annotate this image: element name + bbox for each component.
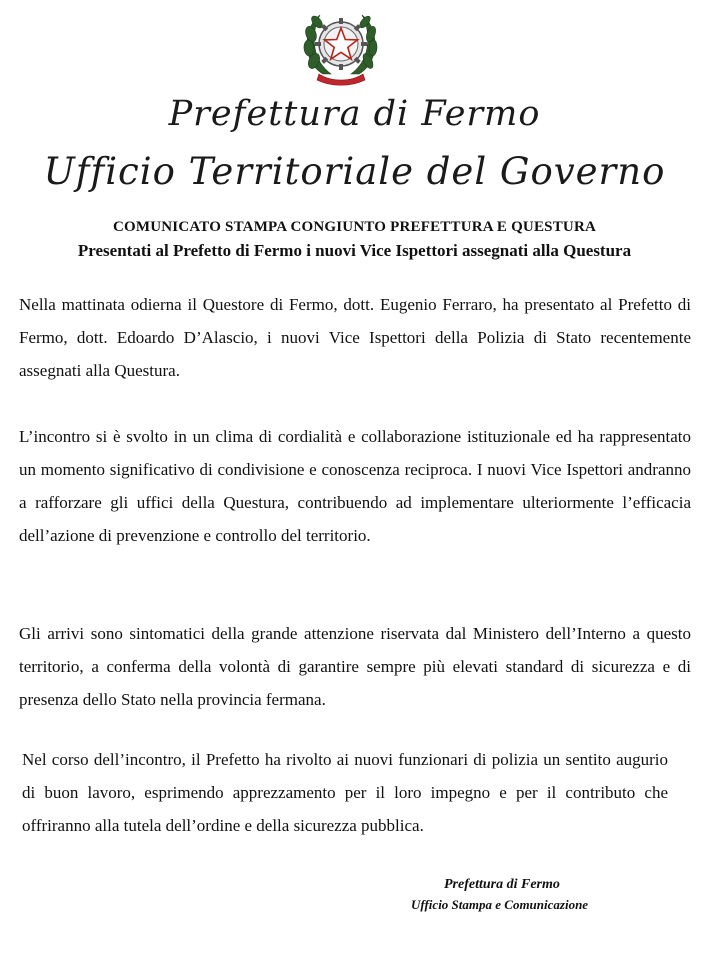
press-release-kicker: COMUNICATO STAMPA CONGIUNTO PREFETTURA E QUESTURA: [112, 219, 597, 235]
italian-republic-emblem-icon: [301, 4, 381, 86]
office-title: Prefettura di Fermo: [168, 94, 541, 134]
press-release-headline: Presentati al Prefetto di Fermo i nuovi Vice Ispettori assegnati alla Questura: [77, 241, 632, 260]
body-paragraph: Gli arrivi sono sintomatici della grande attenzione riservata dal Ministero dell’Interno a questo territorio, a conferma della volontà di garantire sempre più elevati standard di sicurezza e di presenza dello Stato nella provincia fermana.: [19, 624, 691, 709]
signature-department: Ufficio Stampa e Comunicazione: [411, 897, 589, 912]
office-subtitle: Ufficio Territoriale del Governo: [43, 150, 666, 193]
body-paragraph: L’incontro si è svolto in un clima di cordialità e collaborazione istituzionale ed ha rappresentato un momento significativo di condivisione e conoscenza reciproca. I nuovi Vice Ispettori andranno a rafforzare gli uffici della Questura, contribuendo ad implementare ulteriormente l’efficacia dell’azione di prevenzione e controllo del territorio.: [19, 427, 691, 545]
body-paragraph: Nel corso dell’incontro, il Prefetto ha rivolto ai nuovi funzionari di polizia un sentito augurio di buon lavoro, esprimendo apprezzamento per il loro impegno e per il contributo che offriranno alla tutela dell’ordine e della sicurezza pubblica.: [22, 750, 668, 835]
signature-office: Prefettura di Fermo: [444, 877, 560, 892]
body-paragraph: Nella mattinata odierna il Questore di Fermo, dott. Eugenio Ferraro, ha presentato al Prefetto di Fermo, dott. Edoardo D’Alascio, i nuovi Vice Ispettori della Polizia di Stato recentemente assegnati alla Questura.: [19, 295, 691, 380]
